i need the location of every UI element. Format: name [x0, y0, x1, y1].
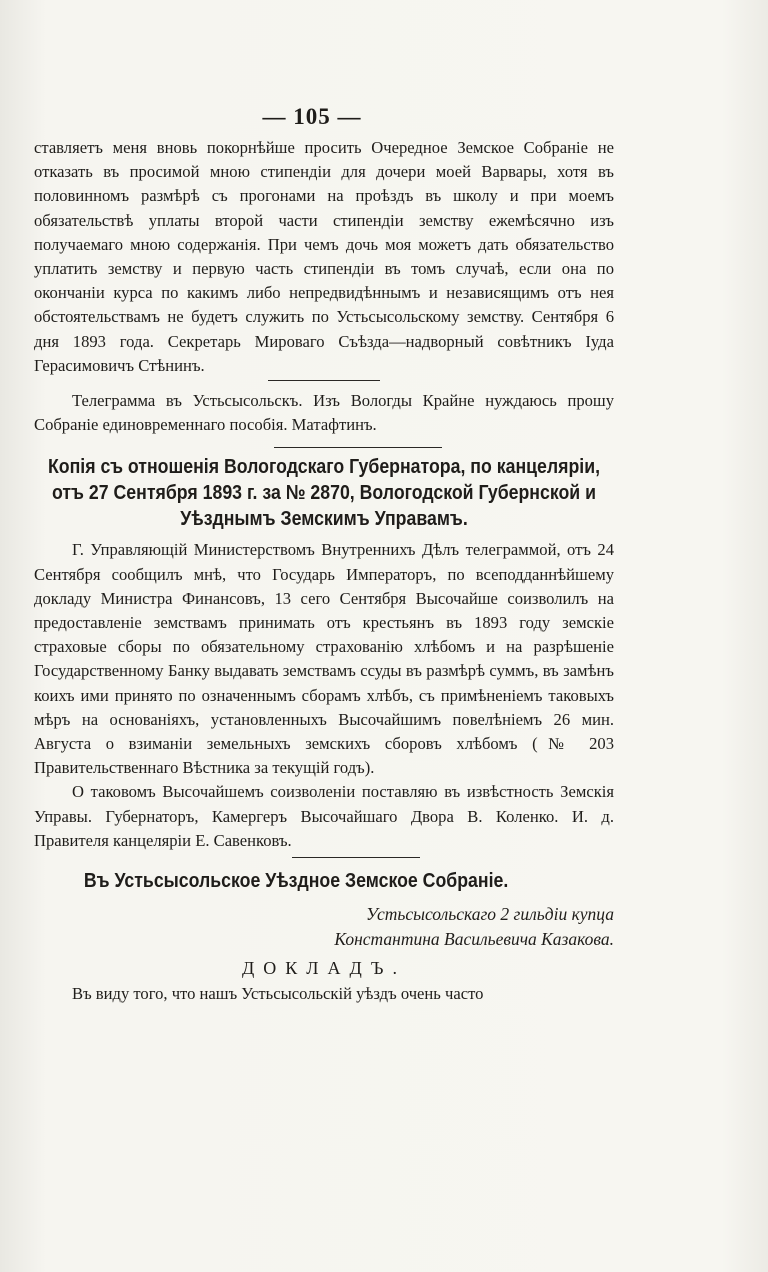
- section-divider: [268, 380, 380, 381]
- section-divider: [292, 857, 420, 858]
- text-column: [34, 98, 614, 1006]
- signature-line-2: Константина Васильевича Казакова.: [334, 929, 614, 950]
- paragraph-ministry-telegram: Г. Управляющій Министерствомъ Внутреннихъ Дѣлъ телеграммой, отъ 24 Сентября сообщилъ мнѣ, что Государь Императоръ, по всеподданнѣйшему докладу Министра Финансовъ, 13 сего Сентября Высочайше соизволилъ на предоставленіе земствамъ принимать отъ крестьянъ въ 1893 году земскіе страховые сборы по обязательному страхованію хлѣбомъ и на разрѣшеніе Государственному Банку выдавать земствамъ ссуды въ размѣрѣ суммъ, въ замѣнъ коихъ ими принято по означеннымъ сборамъ хлѣбъ, съ примѣненіемъ таковыхъ мѣръ на основаніяхъ, установленныхъ Высочайшимъ повелѣніемъ 26 мин. Августа о взиманіи земельныхъ земскихъ сборовъ хлѣбомъ (№ 203 Правительственнаго Вѣстника за текущій годъ).: [34, 540, 614, 778]
- report-title: ДОКЛАДЪ.: [242, 958, 406, 979]
- paragraph-petition-continuation: ставляетъ меня вновь покорнѣйше просить Очередное Земское Собраніе не отказать въ просимой мною стипендіи для дочери моей Варвары, хотя въ половинномъ размѣрѣ съ прогонами на проѣздъ въ школу и при моемъ обязательствѣ уплаты второй части стипендіи земству ежемѣсячно изъ получаемаго мною содержанія. При чемъ дочь моя можетъ дать обязательство уплатить земству и первую часть стипендіи въ томъ случаѣ, если она по окончаніи курса по какимъ либо непредвидѣннымъ и независящимъ отъ нея обстоятельствамъ не будетъ служить по Устьсысольскому земству. Сентября 6 дня 1893 года. Секретарь Мироваго Съѣзда—надворный совѣтникъ Іуда Герасимовичъ Стѣнинъ.: [34, 138, 614, 375]
- section-divider: [274, 447, 442, 448]
- paragraph-notification: О таковомъ Высочайшемъ соизволеніи поставляю въ извѣстность Земскія Управы. Губернаторъ, Камергеръ Высочайшаго Двора В. Коленко. И. д. Правителя канцеляріи Е. Савенковъ.: [34, 782, 614, 850]
- paragraph-report-start: Въ виду того, что нашъ Устьсысольскій уѣздъ очень часто: [72, 984, 484, 1004]
- signature-line-1: Устьсысольскаго 2 гильдіи купца: [366, 904, 614, 925]
- signature-block: [34, 902, 614, 952]
- page-number: — 105 —: [262, 104, 362, 129]
- heading-zemstvo-assembly: Въ Устьсысольское Уѣздное Земское Собраніе.: [83, 869, 509, 893]
- paragraph-telegram: Телеграмма въ Устьсысольскъ. Изъ Вологды Крайне нуждаюсь прошу Собраніе единовременнаго пособія. Матафтинъ.: [34, 391, 614, 435]
- heading-governor-letter: Копія съ отношенія Вологодскаго Губернатора, по канцеляріи, отъ 27 Сентября 1893 г. за № 2870, Вологодской Губернской и Уѣзднымъ Земскимъ Управамъ.: [47, 455, 601, 531]
